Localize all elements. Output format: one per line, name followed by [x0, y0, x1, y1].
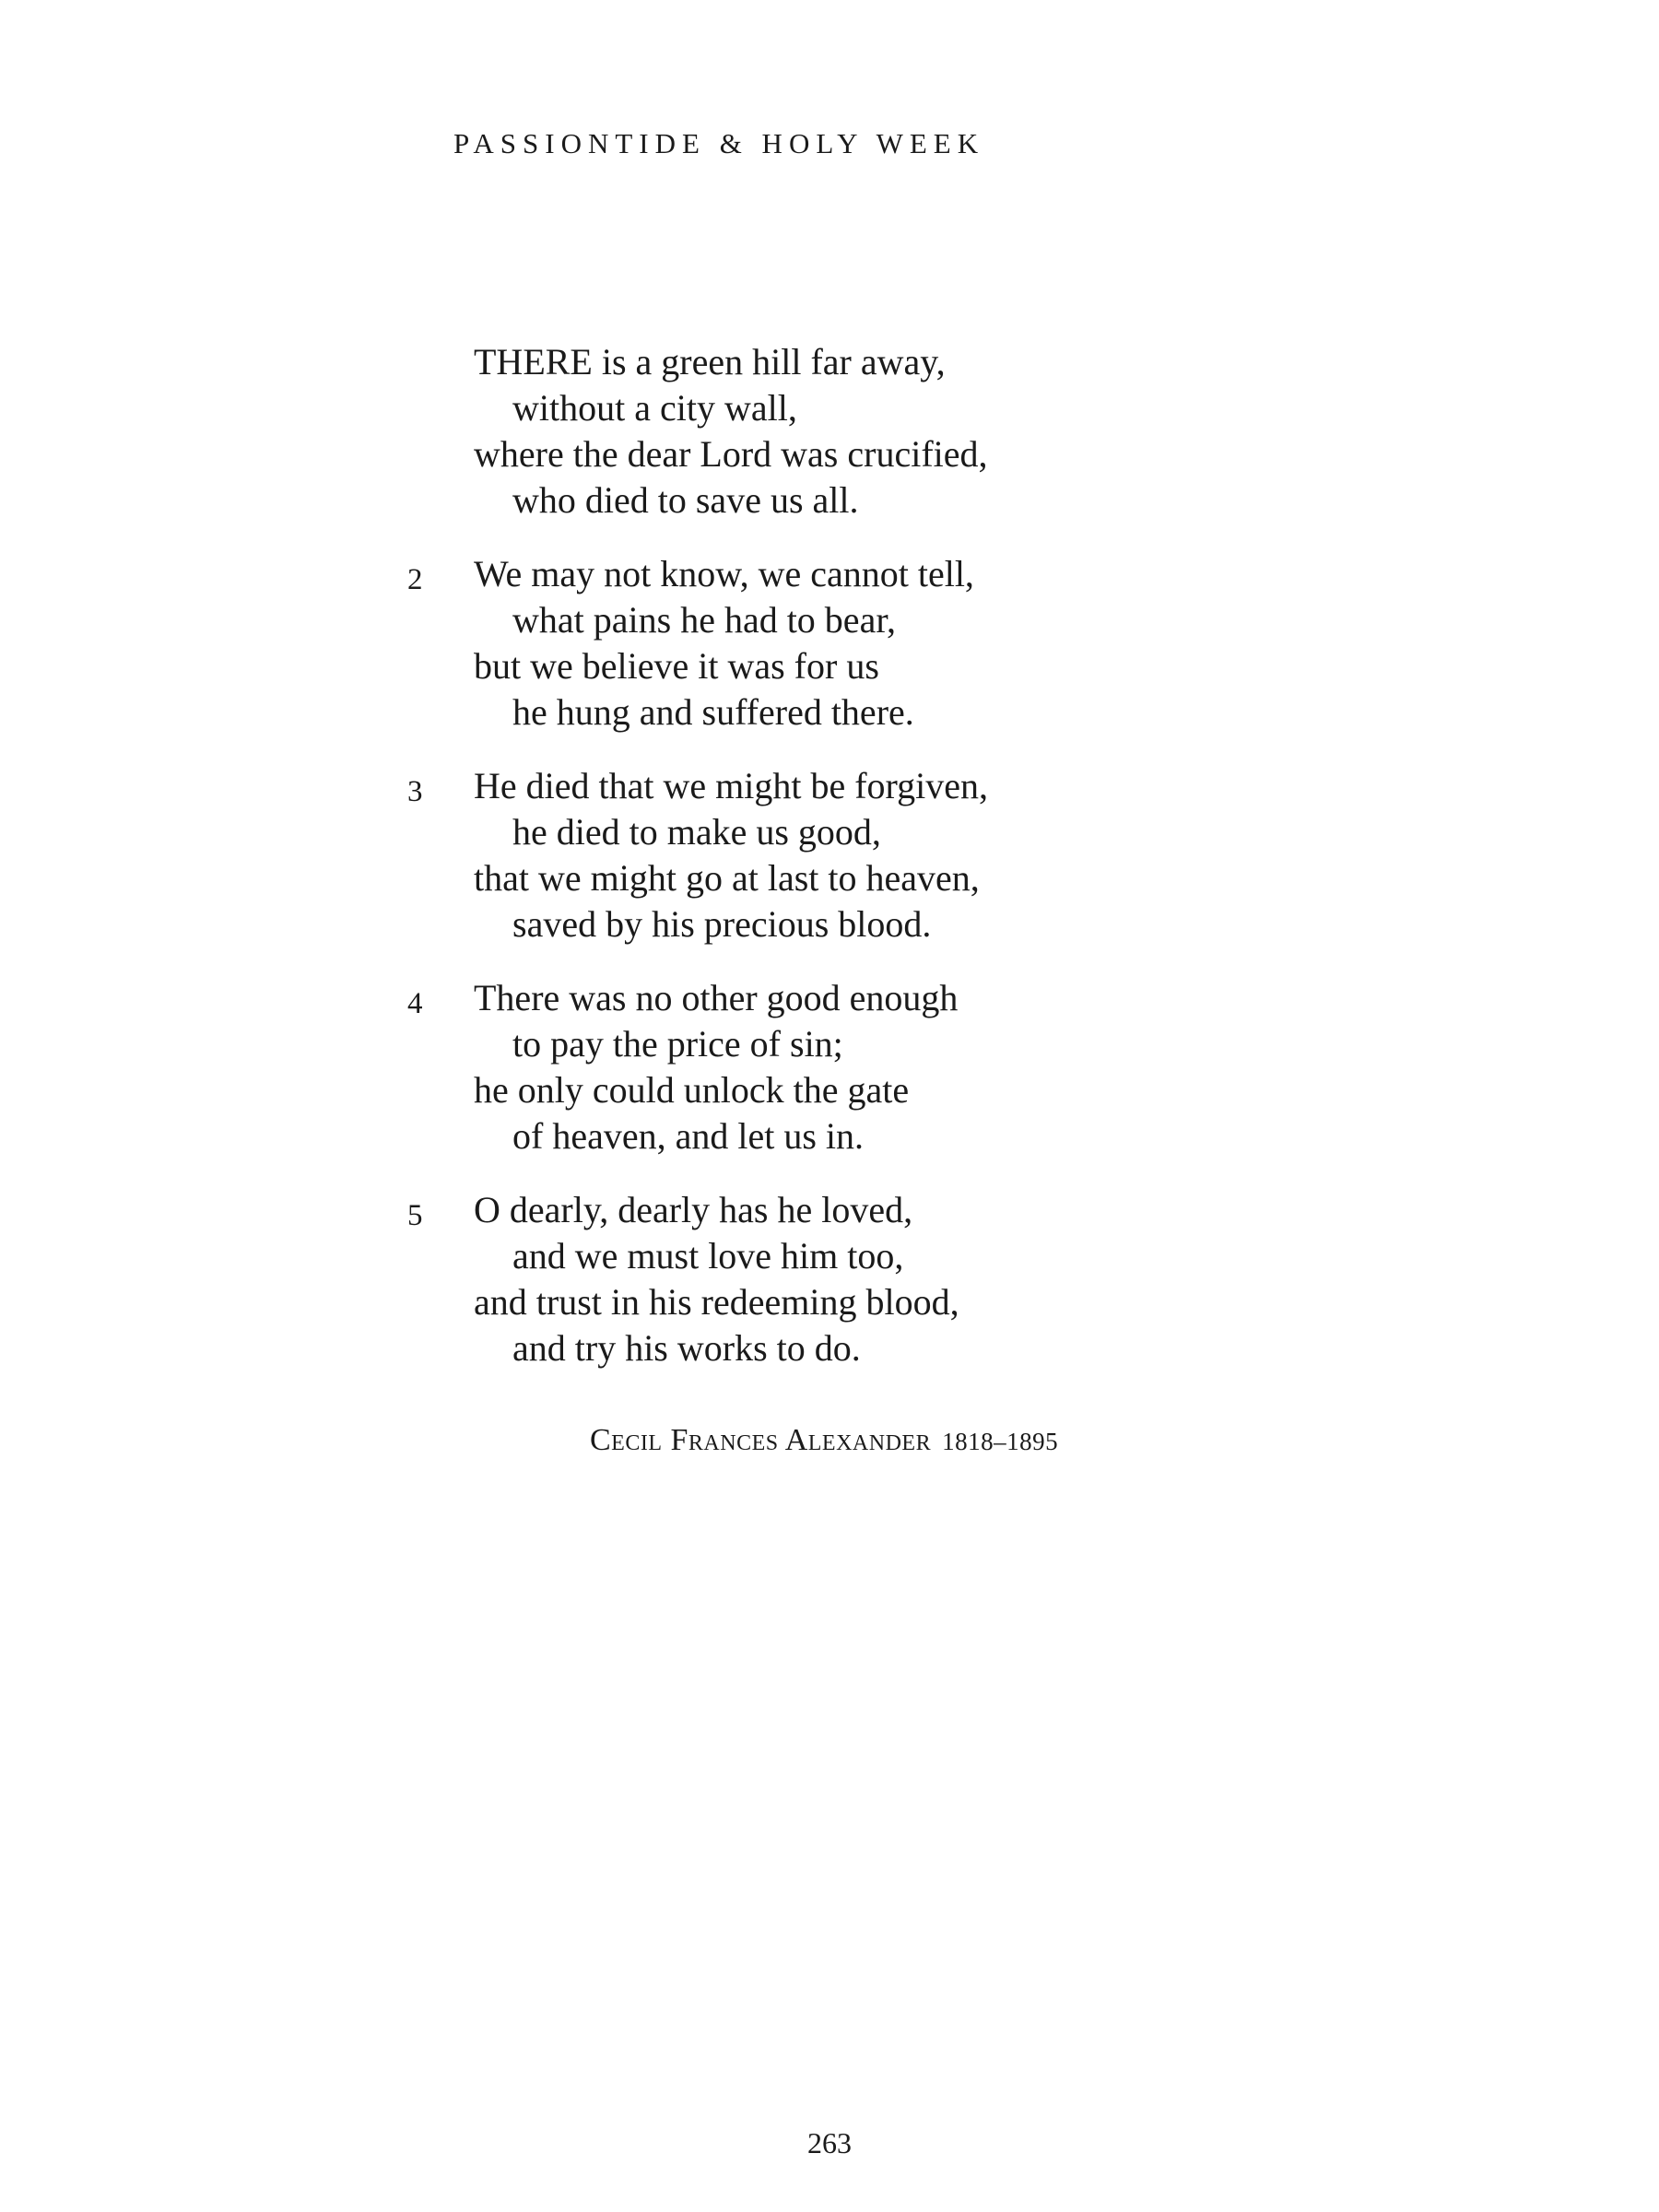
hymn-line: THERE is a green hill far away, — [474, 341, 946, 382]
hymn-line: to pay the price of sin; — [512, 1023, 843, 1065]
stanza-number: 3 — [407, 775, 423, 808]
hymn-text — [394, 339, 1224, 1399]
stanza-1 — [394, 339, 1224, 524]
hymn-line: he died to make us good, — [512, 811, 881, 853]
author-dates: 1818–1895 — [942, 1428, 1059, 1455]
author-name: Cecil Frances Alexander — [590, 1423, 932, 1457]
hymn-line: but we believe it was for us — [474, 645, 879, 687]
hymn-line: what pains he had to bear, — [512, 599, 897, 641]
hymn-line: and we must love him too, — [512, 1235, 904, 1277]
hymn-line: that we might go at last to heaven, — [474, 857, 980, 899]
hymn-line: He died that we might be forgiven, — [474, 765, 989, 806]
hymn-line: he only could unlock the gate — [474, 1069, 910, 1111]
stanza-5 — [394, 1187, 1224, 1371]
hymn-line: There was no other good enough — [474, 977, 959, 1018]
hymn-line: of heaven, and let us in. — [512, 1115, 864, 1157]
page-number: 263 — [807, 2126, 852, 2159]
hymn-line: who died to save us all. — [512, 479, 859, 521]
author-attribution — [590, 1423, 1058, 1458]
stanza-2 — [394, 551, 1224, 735]
hymn-line: saved by his precious blood. — [512, 903, 932, 945]
hymn-line: where the dear Lord was crucified, — [474, 433, 988, 475]
hymn-line: he hung and suffered there. — [512, 691, 914, 733]
hymn-line: We may not know, we cannot tell, — [474, 553, 974, 594]
stanza-3 — [394, 763, 1224, 947]
stanza-number: 2 — [407, 563, 423, 596]
hymn-line: and trust in his redeeming blood, — [474, 1281, 959, 1323]
hymn-line: and try his works to do. — [512, 1327, 861, 1369]
stanza-4 — [394, 975, 1224, 1159]
stanza-number: 4 — [407, 987, 423, 1020]
stanza-number: 5 — [407, 1199, 423, 1232]
section-title: PASSIONTIDE & HOLY WEEK — [453, 127, 985, 159]
hymn-line: without a city wall, — [512, 387, 797, 429]
hymn-line: O dearly, dearly has he loved, — [474, 1189, 913, 1230]
